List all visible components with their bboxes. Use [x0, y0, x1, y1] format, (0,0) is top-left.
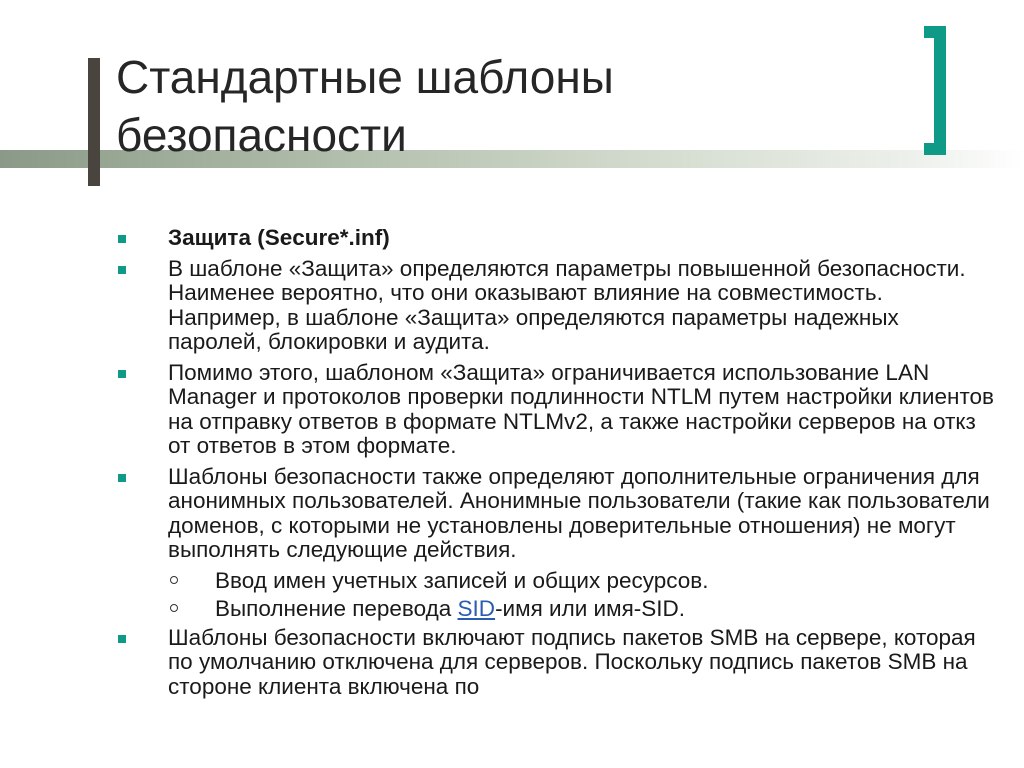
square-bullet-icon: [118, 266, 126, 274]
square-bullet-icon: [118, 635, 126, 643]
bullet-item: [118, 465, 998, 563]
bullet-text: Защита (Secure*.inf): [168, 225, 390, 250]
bullet-item: [118, 626, 998, 700]
bullet-text: Шаблоны безопасности включают подпись пакетов SMB на сервере, которая по умолчанию отключена для серверов. Поскольку подпись пакетов SMB на стороне клиента включена по: [168, 624, 976, 699]
slide-title-line-1: Стандартные шаблоны: [116, 51, 614, 103]
slide-title: [116, 48, 916, 164]
sid-link[interactable]: SID: [457, 596, 496, 621]
sub-bullet-text: Ввод имен учетных записей и общих ресурсов.: [215, 567, 709, 593]
bullet-text: Шаблоны безопасности также определяют дополнительные ограничения для анонимных пользователей. Анонимные пользователи (такие как пользователи доменов, с которыми не установлены доверительные отношения) не могут выполнять следующие действия.: [168, 463, 990, 562]
bullet-text: Помимо этого, шаблоном «Защита» ограничивается использование LAN Manager и протоколов проверки подлинности NTLM путем настройки клиентов на отправку ответов в формате NTLMv2, а также настройки серверов на откз от ответов в этом формате.: [168, 359, 994, 458]
square-bullet-icon: [118, 235, 126, 243]
sub-bullet-item: [118, 597, 998, 622]
square-bullet-icon: [118, 474, 126, 482]
circle-bullet-icon: [170, 604, 178, 612]
right-bracket-decoration: [924, 26, 946, 155]
slide-title-line-2: безопасности: [116, 109, 407, 161]
circle-bullet-icon: [170, 576, 178, 584]
bullet-text: В шаблоне «Защита» определяются параметры повышенной безопасности. Наименее вероятно, что они оказывают влияние на совместимость. Например, в шаблоне «Защита» определяются параметры надежных паролей, блокировки и аудита.: [168, 255, 966, 354]
left-bracket-decoration: [88, 58, 100, 186]
sub-bullet-item: [118, 569, 998, 594]
square-bullet-icon: [118, 370, 126, 378]
sub-bullet-prefix: Выполнение перевода: [215, 596, 458, 621]
bullet-item: [118, 226, 998, 251]
bullet-item: [118, 257, 998, 355]
slide-content: [118, 226, 998, 705]
bullet-item: [118, 361, 998, 459]
sub-bullet-suffix: -имя или имя-SID.: [495, 596, 686, 621]
